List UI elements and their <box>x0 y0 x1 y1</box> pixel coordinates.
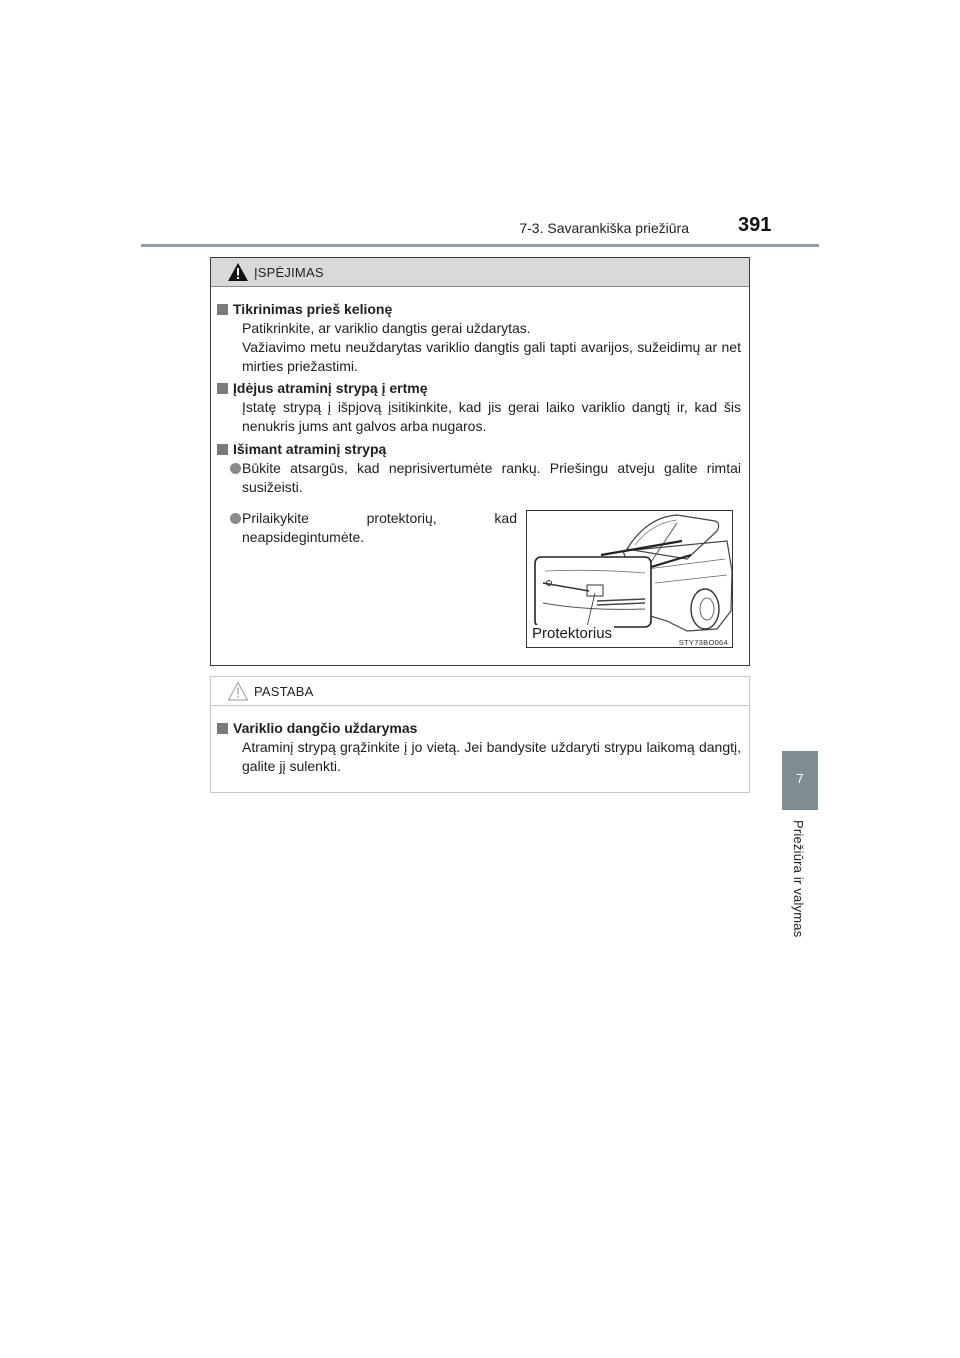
square-bullet-icon <box>217 444 228 455</box>
round-bullet-icon <box>230 463 241 474</box>
warning-item <box>217 379 741 436</box>
item-text: Patikrinkite, ar variklio dangtis gerai uždarytas. <box>242 320 531 336</box>
square-bullet-icon <box>217 304 228 315</box>
item-heading: Įdėjus atraminį strypą į ertmę <box>233 380 428 396</box>
item-heading: Tikrinimas prieš kelionę <box>233 301 393 317</box>
bullet-text: Būkite atsargūs, kad neprisivertumėte rankų. Priešingu atveju galite rimtai susižeisti. <box>242 460 741 495</box>
warning-title: ĮSPĖJIMAS <box>254 265 324 280</box>
bullet-item <box>217 459 741 497</box>
warning-box <box>210 257 750 666</box>
item-heading: Variklio dangčio uždarymas <box>233 720 418 736</box>
chapter-tab <box>782 751 818 810</box>
figure-label: Protektorius <box>532 625 613 642</box>
warning-item <box>217 440 741 497</box>
header-rule <box>141 244 819 247</box>
notice-box-header <box>211 677 749 706</box>
protector-illustration <box>526 510 733 648</box>
warning-box-header <box>211 258 749 287</box>
square-bullet-icon <box>217 383 228 394</box>
figure-code: STY73BO064 <box>678 638 728 647</box>
notice-box <box>210 676 750 793</box>
warning-item <box>217 300 741 376</box>
round-bullet-icon <box>230 513 241 524</box>
warning-item <box>217 509 517 547</box>
notice-title: PASTABA <box>254 684 314 699</box>
square-bullet-icon <box>217 723 228 734</box>
notice-triangle-icon <box>227 681 249 701</box>
item-text: Važiavimo metu neuždarytas variklio dangtis gali tapti avarijos, sužeidimų ar net mirties priežastimi. <box>242 339 741 374</box>
warning-triangle-icon <box>227 262 249 282</box>
item-text: Atraminį strypą grąžinkite į jo vietą. Jei bandysite uždaryti strypu laikomą dangtį, galite jį sulenkti. <box>242 739 741 774</box>
chapter-number: 7 <box>796 771 804 786</box>
item-text: Įstatę strypą į išpjovą įsitikinkite, kad jis gerai laiko variklio dangtį ir, kad šis nenukris jums ant galvos arba nugaros. <box>242 399 741 434</box>
item-heading: Išimant atraminį strypą <box>233 441 387 457</box>
notice-item <box>217 719 741 776</box>
bullet-item <box>217 509 517 547</box>
bullet-text: Prilaikykite protektorių, kad neapsidegintumėte. <box>242 510 517 545</box>
chapter-label: Priežiūra ir valymas <box>791 820 806 938</box>
page-number: 391 <box>738 214 772 236</box>
header-section-title: 7-3. Savarankiška priežiūra <box>519 220 689 236</box>
